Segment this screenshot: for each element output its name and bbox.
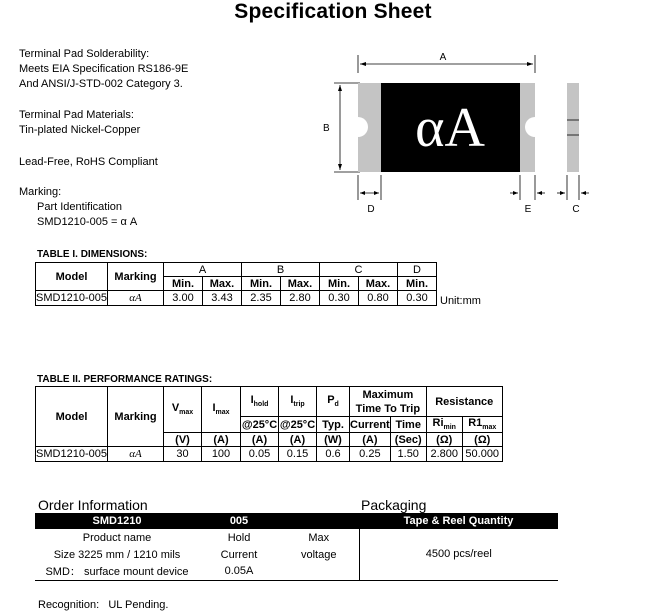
marking-note bbox=[19, 185, 137, 230]
order-cell: Size 3225 mm / 1210 mils bbox=[53, 548, 181, 561]
table-header-row bbox=[36, 263, 437, 277]
col-sub: $Ri_{min}$ bbox=[426, 417, 462, 433]
label-b: B bbox=[323, 123, 330, 134]
arrowhead bbox=[360, 62, 366, 66]
note-line: SMD1210-005 = α A bbox=[37, 216, 138, 228]
order-cell: Hold bbox=[227, 531, 251, 544]
label-c: C bbox=[572, 204, 580, 215]
solderability-note bbox=[19, 47, 188, 92]
cell-value: 100 bbox=[202, 447, 241, 462]
col-unit: (A) bbox=[202, 433, 241, 447]
order-col-model: SMD1210 bbox=[35, 513, 199, 529]
col-sub: $R1_{max}$ bbox=[462, 417, 502, 433]
packaging-qty: 4500 pcs/reel bbox=[359, 529, 558, 580]
col-sub: Time bbox=[390, 417, 426, 433]
note-line: Meets EIA Specification RS186-9E bbox=[19, 63, 189, 75]
col-ihold: $I_{hold}$ bbox=[241, 387, 279, 417]
order-cell: Max bbox=[308, 531, 330, 544]
order-info-heading: Order Information bbox=[38, 497, 148, 513]
unit-label: Unit:mm bbox=[440, 295, 481, 307]
order-header-row bbox=[35, 513, 558, 529]
cell-value: 50.000 bbox=[462, 447, 502, 462]
arrowhead bbox=[581, 191, 586, 195]
note-line: And ANSI/J-STD-002 Category 3. bbox=[19, 78, 183, 90]
col-sub: Current bbox=[350, 418, 390, 431]
col-sub: Min. bbox=[164, 277, 203, 291]
col-max-time-to-trip: Maximum Time To Trip bbox=[350, 387, 427, 417]
right-notch bbox=[525, 117, 545, 137]
cell-value: 0.05 bbox=[241, 447, 279, 462]
cell-value: 2.800 bbox=[426, 447, 462, 462]
left-notch bbox=[348, 117, 368, 137]
col-unit: (A) bbox=[279, 433, 317, 447]
arrowhead bbox=[513, 191, 518, 195]
col-group-b: B bbox=[242, 263, 320, 277]
col-unit: (Ω) bbox=[462, 433, 502, 447]
col-sub: Max. bbox=[203, 277, 242, 291]
cell-value: 1.50 bbox=[390, 447, 426, 462]
order-row bbox=[35, 529, 558, 546]
note-line: Marking: bbox=[19, 186, 62, 198]
note-line: Part Identification bbox=[37, 201, 122, 213]
col-itrip: $I_{trip}$ bbox=[279, 387, 317, 417]
col-unit: (V) bbox=[164, 433, 202, 447]
cell-model: SMD1210-005 bbox=[36, 292, 107, 304]
arrowhead bbox=[527, 62, 533, 66]
table-row bbox=[36, 291, 437, 306]
col-marking: Marking bbox=[108, 263, 164, 291]
cell-value: 0.6 bbox=[317, 447, 350, 462]
recognition-note: Recognition: UL Pending. bbox=[38, 599, 169, 611]
arrowhead bbox=[338, 164, 342, 170]
col-sub: @25°C bbox=[241, 418, 278, 431]
cell-value: 30 bbox=[164, 447, 202, 462]
col-group-c: C bbox=[320, 263, 398, 277]
cell-value: 2.80 bbox=[281, 291, 320, 306]
col-sub: Typ. bbox=[317, 417, 350, 433]
order-info-table bbox=[35, 513, 558, 581]
cell-marking: αA bbox=[108, 447, 164, 462]
col-resistance: Resistance bbox=[426, 387, 502, 417]
order-col-blank bbox=[279, 513, 359, 529]
col-unit: (A) bbox=[350, 433, 391, 447]
arrowhead bbox=[560, 191, 565, 195]
col-sub: @25°C bbox=[279, 418, 316, 431]
cell-marking: αA bbox=[108, 291, 164, 306]
note-line: Terminal Pad Solderability: bbox=[19, 48, 150, 60]
dimensions-table bbox=[35, 262, 437, 306]
packaging-heading: Packaging bbox=[361, 497, 427, 513]
col-sub: Min. bbox=[242, 277, 281, 291]
chip-marking-text: αA bbox=[415, 97, 485, 159]
order-col-qty: Tape & Reel Quantity bbox=[359, 513, 558, 529]
cell-value: 3.00 bbox=[164, 291, 203, 306]
col-marking: Marking bbox=[108, 387, 164, 447]
materials-note bbox=[19, 108, 140, 138]
order-cell: SMD： surface mount device bbox=[45, 566, 189, 579]
label-d: D bbox=[367, 204, 375, 215]
col-group-d: D bbox=[398, 263, 437, 277]
table1-caption: TABLE I. DIMENSIONS: bbox=[37, 249, 148, 260]
table-header-row bbox=[36, 387, 503, 417]
col-sub: Min. bbox=[320, 277, 359, 291]
label-a: A bbox=[439, 52, 447, 63]
col-vmax: $V_{max}$ bbox=[164, 387, 202, 433]
col-model: Model bbox=[36, 387, 108, 447]
col-unit: (Ω) bbox=[426, 433, 462, 447]
cell-value: 3.43 bbox=[203, 291, 242, 306]
order-cell: Product name bbox=[82, 531, 152, 544]
col-unit: (Sec) bbox=[390, 433, 426, 447]
table-row bbox=[36, 447, 503, 462]
col-pd: $P_d$ bbox=[317, 387, 350, 417]
arrowhead bbox=[537, 191, 542, 195]
cell-model: SMD1210-005 bbox=[36, 448, 107, 460]
cell-value: 2.35 bbox=[242, 291, 281, 306]
col-imax: $I_{max}$ bbox=[202, 387, 241, 433]
performance-table bbox=[35, 386, 503, 462]
arrowhead bbox=[360, 191, 365, 195]
col-model: Model bbox=[36, 263, 108, 291]
col-sub: Max. bbox=[359, 277, 398, 291]
col-sub: Min. bbox=[398, 277, 437, 291]
cell-value: 0.30 bbox=[398, 291, 437, 306]
col-group-a: A bbox=[164, 263, 242, 277]
order-cell: Current bbox=[220, 548, 258, 561]
leadfree-note: Lead-Free, RoHS Compliant bbox=[19, 156, 158, 168]
order-col-code: 005 bbox=[199, 513, 279, 529]
order-cell: 0.05A bbox=[224, 565, 254, 578]
cell-value: 0.15 bbox=[279, 447, 317, 462]
note-line: Tin-plated Nickel-Copper bbox=[19, 124, 141, 136]
col-sub: Max. bbox=[281, 277, 320, 291]
col-unit: (W) bbox=[317, 433, 350, 447]
note-line: Terminal Pad Materials: bbox=[19, 109, 134, 121]
arrowhead bbox=[374, 191, 379, 195]
label-e: E bbox=[524, 204, 532, 215]
cell-value: 0.30 bbox=[320, 291, 359, 306]
chip-dimension-diagram bbox=[320, 45, 620, 220]
cell-value: 0.80 bbox=[359, 291, 398, 306]
order-cell bbox=[279, 563, 359, 580]
chip-side-view bbox=[567, 83, 579, 172]
table2-caption: TABLE II. PERFORMANCE RATINGS: bbox=[37, 374, 213, 385]
arrowhead bbox=[338, 85, 342, 91]
page-title: Specification Sheet bbox=[234, 0, 432, 23]
order-cell: voltage bbox=[301, 548, 337, 561]
cell-value: 0.25 bbox=[350, 447, 391, 462]
col-unit: (A) bbox=[241, 433, 279, 447]
